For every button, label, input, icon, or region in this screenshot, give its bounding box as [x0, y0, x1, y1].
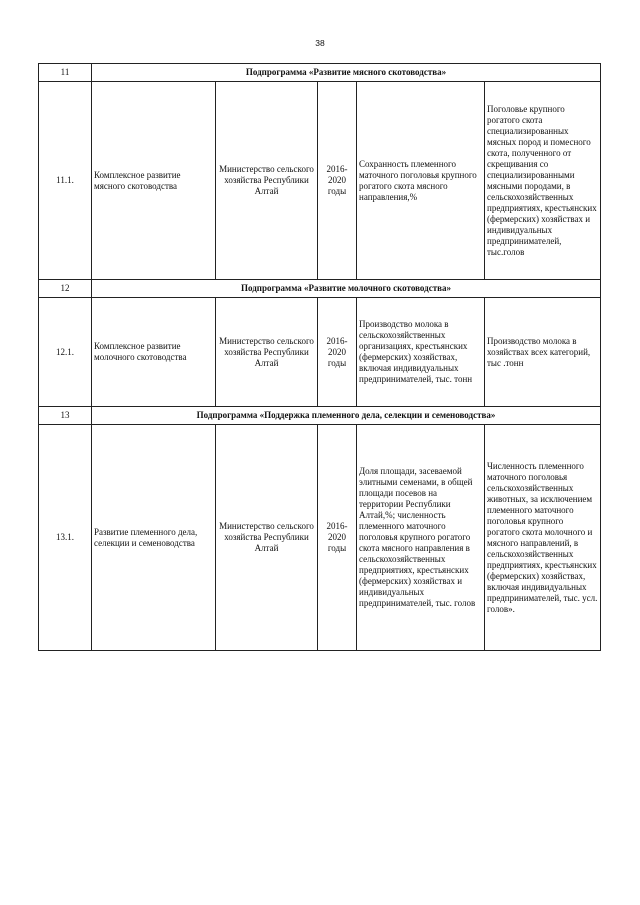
term-cell: 2016- 2020 годы [318, 298, 357, 407]
indicator-cell: Сохранность племенного маточного поголовья крупного рогатого скота мясного направления,% [357, 82, 485, 280]
page-number: 38 [315, 38, 325, 48]
program-table [38, 63, 601, 651]
section-number: 12 [39, 280, 92, 298]
section-number: 13 [39, 407, 92, 425]
section-title: Подпрограмма «Развитие мясного скотоводства» [92, 64, 601, 82]
section-header-row [39, 280, 601, 298]
row-number: 12.1. [39, 298, 92, 407]
activity-cell: Комплексное развитие молочного скотоводства [92, 298, 216, 407]
term-cell: 2016- 2020 годы [318, 82, 357, 280]
executor-cell: Министерство сельского хозяйства Республики Алтай [216, 82, 318, 280]
table-row [39, 82, 601, 280]
section-header-row [39, 64, 601, 82]
indicator-cell: Производство молока в сельскохозяйственных организациях, крестьянских (фермерских) хозяйствах, включая индивидуальных предпринимателей, тыс. тонн [357, 298, 485, 407]
executor-cell: Министерство сельского хозяйства Республики Алтай [216, 425, 318, 651]
section-header-row [39, 407, 601, 425]
indicator-cell: Поголовье крупного рогатого скота специализированных мясных пород и помесного скота, полученного от скрещивания со специализированными мясными породами, в сельскохозяйственных предприятиях, крестьянских (фермерских) хозяйствах и индивидуальных предпринимателей, тыс.голов [485, 82, 601, 280]
row-number: 11.1. [39, 82, 92, 280]
activity-cell: Комплексное развитие мясного скотоводства [92, 82, 216, 280]
section-title: Подпрограмма «Поддержка племенного дела, селекции и семеноводства» [92, 407, 601, 425]
table-row [39, 425, 601, 651]
section-title: Подпрограмма «Развитие молочного скотоводства» [92, 280, 601, 298]
executor-cell: Министерство сельского хозяйства Республики Алтай [216, 298, 318, 407]
indicator-cell: Производство молока в хозяйствах всех категорий, тыс .тонн [485, 298, 601, 407]
indicator-cell: Доля площади, засеваемой элитными семенами, в общей площади посевов на территории Республики Алтай,%; численность племенного маточного поголовья крупного рогатого скота мясного направления в сельскохозяйственных предприятиях, крестьянских (фермерских) хозяйствах и индивидуальных предпринимателей, тыс. голов [357, 425, 485, 651]
table-row [39, 298, 601, 407]
section-number: 11 [39, 64, 92, 82]
row-number: 13.1. [39, 425, 92, 651]
activity-cell: Развитие племенного дела, селекции и семеноводства [92, 425, 216, 651]
term-cell: 2016- 2020 годы [318, 425, 357, 651]
indicator-cell: Численность племенного маточного поголовья сельскохозяйственных животных, за исключением племенного маточного поголовья крупного рогатого скота молочного и мясного направлений, в сельскохозяйственных предприятиях, крестьянских (фермерских) хозяйствах, включая индивидуальных предпринимателей, тыс. усл. голов». [485, 425, 601, 651]
